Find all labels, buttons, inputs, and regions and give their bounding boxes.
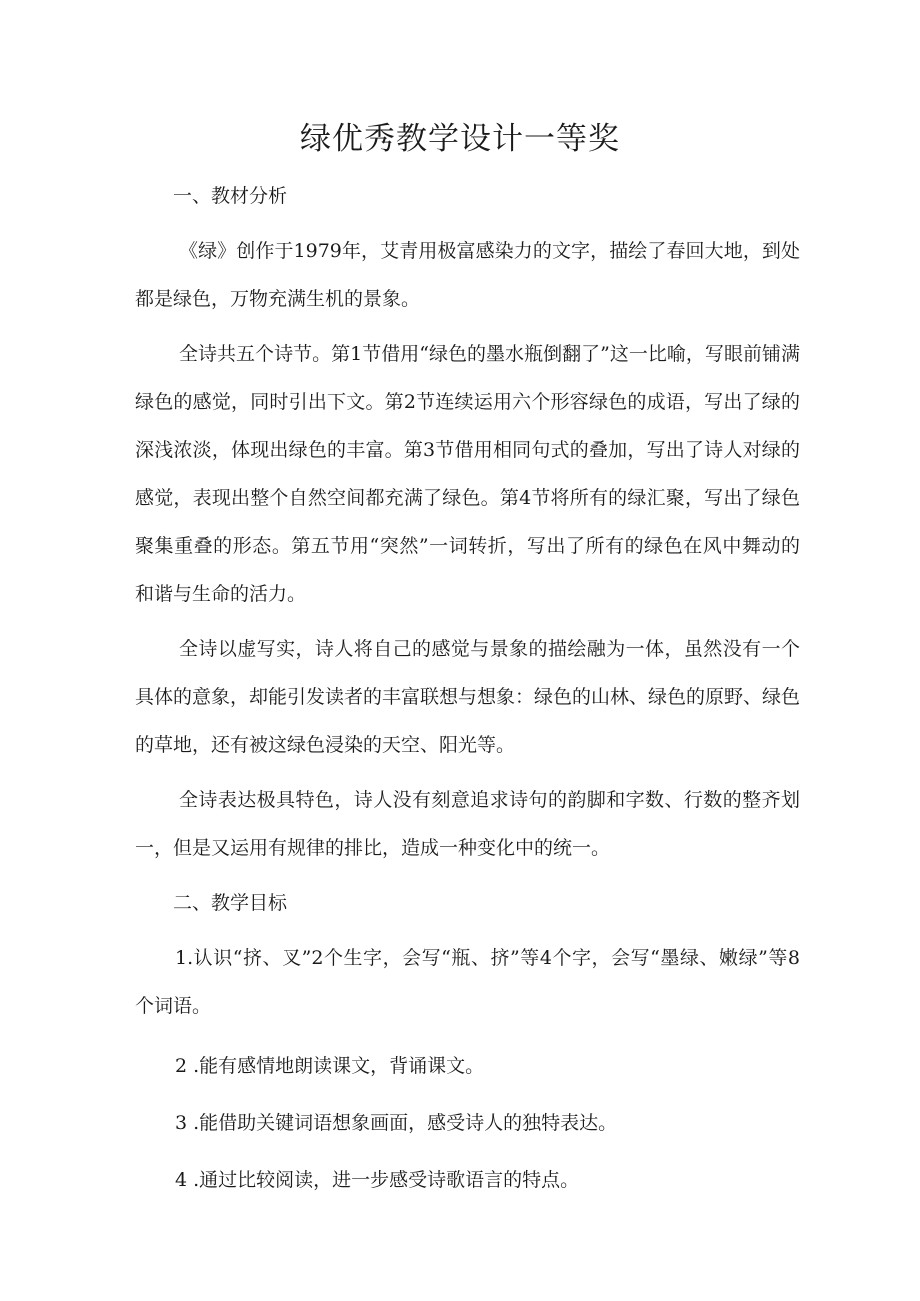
section-heading-textbook-analysis: 一、教材分析 bbox=[173, 185, 288, 207]
paragraph-imagery: 全诗以虚写实，诗人将自己的感觉与景象的描绘融为一体，虽然没有一个具体的意象，却能引发读者的丰富联想与想象：绿色的山林、绿色的原野、绿色的草地，还有被这绿色浸染的天空、阳光等。 bbox=[135, 638, 801, 756]
paragraph-stanzas: 全诗共五个诗节。第1节借用“绿色的墨水瓶倒翻了”这一比喻，写眼前铺满绿色的感觉，同时引出下文。第2节连续运用六个形容绿色的成语，写出了绿的深浅浓淡，体现出绿色的丰富。第3节借用相同句式的叠加，写出了诗人对绿的感觉，表现出整个自然空间都充满了绿色。第4节将所有的绿汇聚，写出了绿色聚集重叠的形态。第五节用“突然”一词转折，写出了所有的绿色在风中舞动的和谐与生命的活力。 bbox=[135, 343, 800, 605]
goal-item-2: 2 .能有感情地朗读课文，背诵课文。 bbox=[175, 1055, 485, 1077]
section-heading-teaching-goals: 二、教学目标 bbox=[173, 892, 288, 914]
goal-item-1: 1.认识“挤、叉”2个生字，会写“瓶、挤”等4个字，会写“墨绿、嫩绿”等8个词语。 bbox=[135, 947, 800, 1017]
document-title: 绿优秀教学设计一等奖 bbox=[300, 121, 620, 157]
paragraph-intro: 《绿》创作于1979年，艾青用极富感染力的文字，描绘了春回大地，到处都是绿色，万物充满生机的景象。 bbox=[135, 240, 800, 310]
goal-item-3: 3 .能借助关键词语想象画面，感受诗人的独特表达。 bbox=[175, 1112, 618, 1134]
paragraph-expression: 全诗表达极具特色，诗人没有刻意追求诗句的韵脚和字数、行数的整齐划一，但是又运用有规律的排比，造成一种变化中的统一。 bbox=[135, 789, 800, 859]
goal-item-4: 4 .通过比较阅读，进一步感受诗歌语言的特点。 bbox=[175, 1169, 580, 1191]
document-body bbox=[135, 172, 800, 1204]
